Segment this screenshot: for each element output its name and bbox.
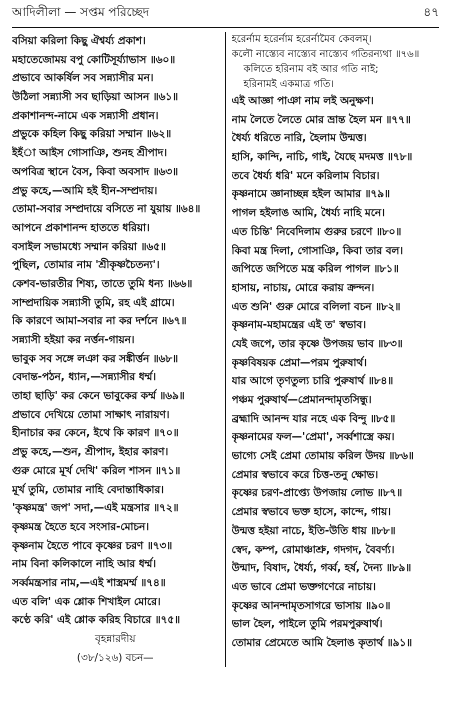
verse-line: উন্মাদ, বিষাদ, ধৈর্য্য, গর্ব্ব, হর্ষ, দৈন্য ॥৮৯॥ bbox=[231, 562, 412, 575]
left-column bbox=[12, 32, 226, 667]
verse-line: কৃষ্ণের আনন্দামৃতসাগরে ভাসায় ॥৯০॥ bbox=[231, 599, 391, 612]
verse-line: ভাবুক সব সঙ্গে লঞা কর সঙ্কীর্ত্তন ॥৬৮॥ bbox=[12, 352, 179, 365]
verse-line: পুছিল, তোমার নাম 'শ্রীকৃষ্ণচৈতন্য'। bbox=[12, 259, 160, 272]
verse-line: বসিয়া করিলা কিছু ঐশ্বর্য্য প্রকাশ। bbox=[12, 35, 146, 47]
verse-line: তোমা-সবার সম্প্রদায়ে বসিতে না যুয়ায় ॥৬৪॥ bbox=[12, 203, 201, 216]
translation-line: কলিতে হরিনাম বই আর গতি নাই; bbox=[243, 64, 379, 75]
verse-line: কৃষ্ণমন্ত্র হৈতে হবে সংসার-মোচন। bbox=[12, 520, 149, 533]
verse-line: উঠিলা সন্ন্যাসী সব ছাড়িয়া আসন ॥৬১॥ bbox=[12, 91, 179, 104]
verse-line: প্রকাশানন্দ-নামে এক সন্ন্যাসী প্রধান। bbox=[12, 109, 159, 122]
verse-line: কৃষ্ণনাম-মহামন্ত্রের এই ত' স্বভাব। bbox=[231, 319, 366, 332]
verse-line: সন্ন্যাসী হইয়া কর নর্ত্তন-গায়ন। bbox=[12, 334, 135, 346]
verse-line: ভাগ্যে সেই প্রেমা তোমায় করিল উদয় ॥৮৬॥ bbox=[231, 450, 414, 463]
verse-line: প্রেমার স্বভাবে ভক্ত হাসে, কান্দে, গায়। bbox=[231, 506, 391, 519]
verse-line: 'কৃষ্ণমন্ত্র' জপ' সদা,—এই মন্ত্রসার ॥৭২॥ bbox=[12, 502, 179, 515]
translation-line: হরিনামই একমাত্র গতি। bbox=[243, 79, 334, 90]
verse-line: নাম লৈতে লৈতে মোর ভ্রান্ত হৈল মন ॥৭৭॥ bbox=[231, 113, 411, 126]
verse-line: প্রভু কহে,—শুন, শ্রীপাদ, ইহার কারণ। bbox=[12, 446, 169, 459]
text-columns bbox=[12, 32, 439, 667]
verse-line: বসাইল সভামধ্যে সম্মান করিয়া ॥৬৫॥ bbox=[12, 240, 166, 253]
verse-line: কেশব-ভারতীর শিষ্য, তাতে তুমি ধন্য ॥৬৬॥ bbox=[12, 277, 193, 290]
verse-line: ব্রহ্মাদি আনন্দ যার নহে এক বিন্দু ॥৮৫॥ bbox=[231, 412, 396, 425]
verse-line: প্রভাবে আকর্ষিল সব সন্ন্যাসীর মন। bbox=[12, 72, 154, 85]
verse-line: এত চিন্তি' নিবেদিলাম গুরুর চরণে ॥৮০॥ bbox=[231, 225, 402, 238]
verse-line: এত ভাবে প্রেমা ভক্তগণেরে নাচায়। bbox=[231, 580, 376, 593]
verse-line: উন্মত্ত হইয়া নাচে, ইতি-উতি ধায় ॥৮৮॥ bbox=[231, 524, 396, 537]
verse-line: ইহঁা আইস গোসাঞি, শুনহ শ্রীপাদ। bbox=[12, 147, 167, 160]
verse-line: কণ্ঠে করি' এই শ্লোক করিহ বিচারে ॥৭৫॥ bbox=[12, 614, 181, 627]
verse-line: প্রেমার স্বভাবে করে চিত্ত-তনু ক্ষোভ। bbox=[231, 468, 379, 481]
verse-line: জপিতে জপিতে মন্ত্র করিল পাগল ॥৮১॥ bbox=[231, 263, 399, 276]
verse-line: তোমার প্রেমেতে আমি হৈলাঙ কৃতার্থ ॥৯১॥ bbox=[231, 636, 412, 649]
verse-line: যার আগে তৃণতুল্য চারি পুরুষার্থ ॥৮৪॥ bbox=[231, 375, 394, 388]
verse-line: ভাল হৈল, পাইলে তুমি পরমপুরুষার্থ। bbox=[231, 618, 383, 631]
verse-line: নাম বিনা কলিকালে নাহি আর ধর্ম্ম। bbox=[12, 558, 156, 571]
verse-line: তবে ধৈর্য্য ধরি' মনে করিলাম বিচার। bbox=[231, 169, 380, 182]
verse-line: কৃষ্ণনাম হৈতে পাবে কৃষ্ণের চরণ ॥৭৩॥ bbox=[12, 539, 173, 552]
verse-line: মহাতেজোময় বপু কোটিসূর্য্যাভাস ॥৬০॥ bbox=[12, 53, 176, 66]
page-header bbox=[12, 6, 439, 28]
verse-line: এই আজ্ঞা পাঞা নাম লই অনুক্ষণ। bbox=[231, 95, 374, 107]
verse-line: কৃষ্ণের চরণ-প্রাপ্ত্যে উপজায় লোভ ॥৮৭॥ bbox=[231, 487, 403, 500]
verse-line: এত শুনি' গুরু মোরে বলিলা বচন ॥৮২॥ bbox=[231, 300, 401, 313]
verse-line: প্রভুকে কহিল কিছু করিয়া সম্মান ॥৬২॥ bbox=[12, 128, 172, 141]
verse-line: অপবিত্র স্থানে বৈস, কিবা অবসাদ ॥৬৩॥ bbox=[12, 165, 179, 178]
verse-line: স্বেদ, কম্প, রোমাঞ্চাশ্রু, গদগদ, বৈবর্ণ্য। bbox=[231, 543, 395, 556]
verse-line: তাহা ছাড়ি' কর কেনে ভাবুকের কর্ম্ম ॥৬৯॥ bbox=[12, 390, 185, 403]
verse-line: প্রভু কহে,—আমি হই হীন-সম্প্রদায়। bbox=[12, 184, 158, 197]
verse-line: কৃষ্ণবিষয়ক প্রেমা—পরম পুরুষার্থ। bbox=[231, 356, 367, 369]
running-title: আদিলীলা — সপ্তম পরিচ্ছেদ bbox=[12, 5, 150, 19]
verse-line: পাগল হইলাঙ আমি, ধৈর্য্য নাহি মনে। bbox=[231, 207, 385, 220]
verse-line: কিবা মন্ত্র দিলা, গোসাঞি, কিবা তার বল। bbox=[231, 244, 403, 257]
sanskrit-verse-line: কলৌ নাস্ত্যেব নাস্ত্যেব নাস্ত্যেব গতিরন্যথা ॥৭৬॥ bbox=[231, 49, 420, 60]
verse-line: মূর্খ তুমি, তোমার নাহি বেদান্তাধিকার। bbox=[12, 483, 164, 496]
verse-line: যেই জপে, তার কৃষ্ণে উপজয় ভাব ॥৮৩॥ bbox=[231, 337, 403, 350]
verse-line: হীনাচার কর কেনে, ইথে কি কারণ ॥৭০॥ bbox=[12, 427, 179, 440]
page-number: ৪৭ bbox=[423, 5, 439, 19]
verse-line: সাম্প্রদায়িক সন্ন্যাসী তুমি, রহ এই গ্রামে। bbox=[12, 296, 175, 309]
verse-line: এত বলি' এক শ্লোক শিখাইল মোরে। bbox=[12, 595, 161, 608]
citation-line: বৃহন্নারদীয় bbox=[95, 633, 136, 645]
verse-line: ধৈর্য্য ধরিতে নারি, হৈলাম উন্মত্ত। bbox=[231, 132, 367, 145]
verse-line: পঞ্চম পুরুষার্থ—প্রেমানন্দামৃতসিন্ধু। bbox=[231, 394, 372, 406]
verse-line: কৃষ্ণনামের ফল—'প্রেমা', সর্ব্বশাস্ত্রে কয়। bbox=[231, 431, 395, 444]
sanskrit-verse-line: হরের্নাম হরের্নাম হরের্নামৈব কেবলম্। bbox=[231, 34, 372, 45]
verse-line: হাসায়, নাচায়, মোরে করায় ক্রন্দন। bbox=[231, 281, 375, 294]
verse-line: আপনে প্রকাশানন্দ হাততে ধরিয়া। bbox=[12, 221, 150, 234]
verse-line: প্রভাবে দেখিয়ে তোমা সাক্ষাৎ নারায়ণ। bbox=[12, 408, 170, 421]
citation-line: (৩৮/১২৬) বচন— bbox=[76, 651, 154, 664]
right-column bbox=[226, 32, 440, 667]
verse-line: সর্ব্বমন্ত্রসার নাম,—এই শাস্ত্রমর্ম্ম ॥৭৪॥ bbox=[12, 576, 166, 589]
verse-line: কৃষ্ণনামে জ্ঞানাচ্ছন্ন হইল আমার ॥৭৯॥ bbox=[231, 188, 390, 201]
verse-line: কি কারণে আমা-সবার না কর দর্শনে ॥৬৭॥ bbox=[12, 315, 187, 328]
verse-line: হাসি, কান্দি, নাচি, গাই, যৈছে মদমত্ত ॥৭৮॥ bbox=[231, 151, 413, 164]
verse-line: গুরু মোরে মূর্খ দেখি' করিল শাসন ॥৭১॥ bbox=[12, 464, 181, 477]
verse-line: বেদান্ত-পঠন, ধ্যান,—সন্ন্যাসীর ধর্ম্ম। bbox=[12, 371, 156, 384]
